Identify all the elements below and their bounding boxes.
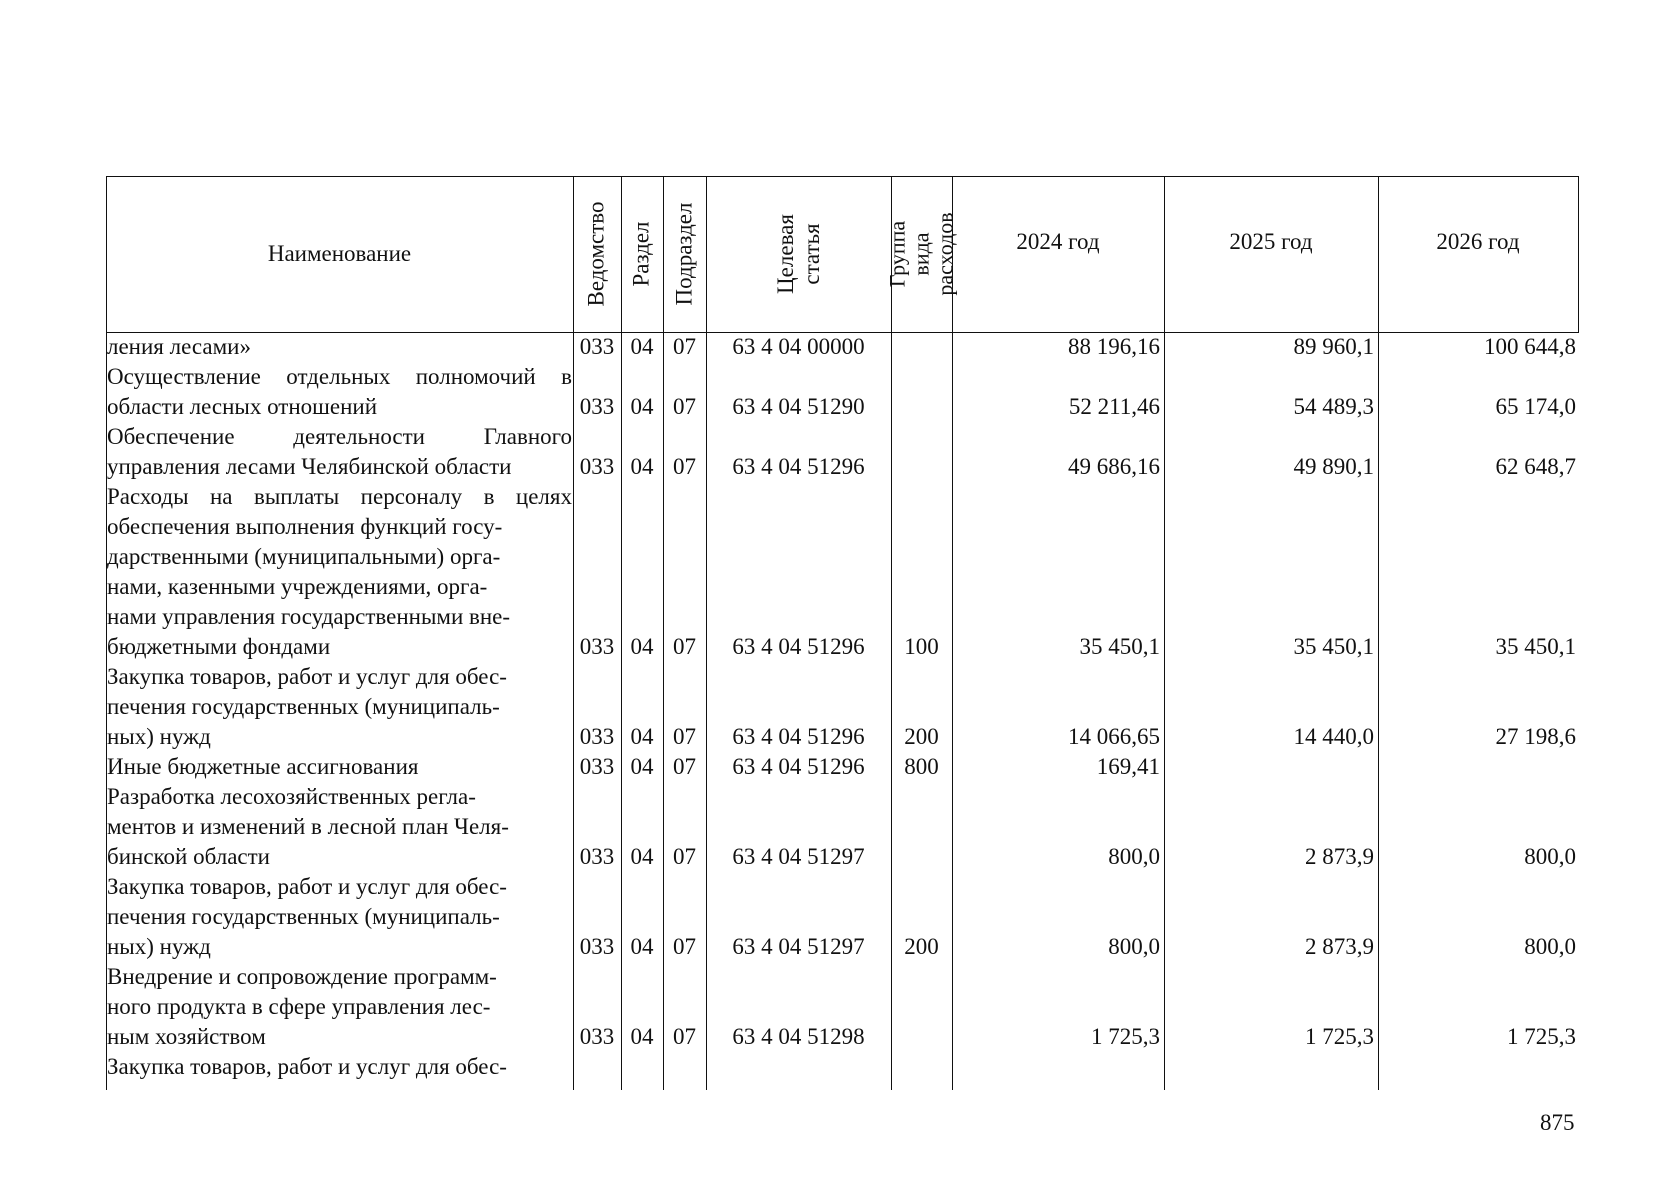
row-razdel: 04 — [630, 724, 654, 749]
row-tselevaya: 63 4 04 51296 — [732, 754, 865, 779]
header-tselevaya-text: Целевая статья — [772, 214, 824, 294]
row-value-2025: 1 725,3 — [1305, 1024, 1374, 1049]
row-razdel: 04 — [630, 334, 654, 359]
row-name-line: Иные бюджетные ассигнования — [107, 754, 419, 779]
row-name-line: области лесных отношений — [107, 394, 378, 419]
row-tselevaya: 63 4 04 51297 — [732, 844, 865, 869]
row-name-line: ления лесами» — [107, 334, 251, 359]
row-name-line: печения государственных (муниципаль- — [107, 694, 500, 719]
row-razdel: 04 — [630, 454, 654, 479]
row-value-2026: 800,0 — [1524, 844, 1576, 869]
header-vedomstvo-text: Ведомство — [584, 201, 609, 307]
row-tselevaya: 63 4 04 51296 — [732, 454, 865, 479]
header-gruppa-text: Группа вида расходов — [884, 212, 958, 296]
row-razdel: 04 — [630, 634, 654, 659]
table-row — [106, 962, 1579, 1052]
row-name — [107, 1052, 572, 1082]
row-podrazdel: 07 — [673, 844, 696, 869]
row-name-line: нами управления государственными вне- — [107, 604, 511, 629]
row-value-2024: 800,0 — [1108, 844, 1160, 869]
row-name-line: Закупка товаров, работ и услуг для обес- — [107, 664, 507, 689]
row-podrazdel: 07 — [673, 724, 696, 749]
row-vedomstvo: 033 — [579, 934, 615, 959]
header-2026: 2026 год — [1436, 229, 1520, 254]
table-row — [106, 1052, 1579, 1082]
table-row — [106, 422, 1579, 482]
row-value-2025: 89 960,1 — [1293, 334, 1374, 359]
row-name-line: бюджетными фондами — [107, 634, 331, 659]
header-tselevaya — [706, 176, 891, 332]
row-razdel: 04 — [630, 754, 654, 779]
row-value-2026: 27 198,6 — [1495, 724, 1576, 749]
row-podrazdel: 07 — [673, 454, 696, 479]
row-name-line: ментов и изменений в лесной план Челя- — [107, 814, 509, 839]
row-name-line: обеспечения выполнения функций госу- — [107, 514, 503, 539]
row-tselevaya: 63 4 04 51298 — [732, 1024, 865, 1049]
row-vedomstvo: 033 — [579, 454, 615, 479]
row-value-2025: 35 450,1 — [1293, 634, 1374, 659]
row-value-2026: 800,0 — [1524, 934, 1576, 959]
row-gruppa: 200 — [904, 724, 939, 749]
header-razdel — [621, 176, 663, 332]
row-value-2025: 14 440,0 — [1293, 724, 1374, 749]
header-2024: 2024 год — [1016, 229, 1100, 254]
row-vedomstvo: 033 — [579, 394, 615, 419]
header-2025: 2025 год — [1229, 229, 1313, 254]
row-name-line: Разработка лесохозяйственных регла- — [107, 784, 476, 809]
row-value-2026: 35 450,1 — [1495, 634, 1576, 659]
row-value-2026: 65 174,0 — [1495, 394, 1576, 419]
row-value-2026: 100 644,8 — [1484, 334, 1576, 359]
row-name-line: печения государственных (муниципаль- — [107, 904, 500, 929]
row-name-line: Обеспечение деятельности Главного — [107, 424, 572, 449]
row-vedomstvo: 033 — [579, 634, 615, 659]
row-name-line: бинской области — [107, 844, 270, 869]
row-value-2024: 35 450,1 — [1079, 634, 1160, 659]
row-name-line: Закупка товаров, работ и услуг для обес- — [107, 874, 507, 899]
budget-table — [106, 176, 1579, 1090]
row-value-2025: 54 489,3 — [1293, 394, 1374, 419]
row-tselevaya: 63 4 04 51296 — [732, 724, 865, 749]
row-tselevaya: 63 4 04 51290 — [732, 394, 865, 419]
row-name-line: нами, казенными учреждениями, орга- — [107, 574, 488, 599]
row-podrazdel: 07 — [673, 754, 696, 779]
row-podrazdel: 07 — [673, 634, 696, 659]
row-value-2024: 49 686,16 — [1068, 454, 1160, 479]
table-row — [106, 482, 1579, 662]
row-value-2024: 52 211,46 — [1068, 394, 1160, 419]
row-name — [107, 362, 572, 422]
row-vedomstvo: 033 — [579, 1024, 615, 1049]
row-name — [107, 782, 572, 872]
row-value-2025: 2 873,9 — [1305, 844, 1374, 869]
page-number: 875 — [1540, 1110, 1575, 1135]
row-value-2024: 88 196,16 — [1068, 334, 1160, 359]
table-row — [106, 752, 1579, 782]
row-name — [107, 332, 572, 362]
row-vedomstvo: 033 — [579, 754, 615, 779]
row-tselevaya: 63 4 04 51296 — [732, 634, 865, 659]
row-podrazdel: 07 — [673, 394, 696, 419]
row-vedomstvo: 033 — [579, 334, 615, 359]
row-value-2024: 169,41 — [1096, 754, 1160, 779]
table-row — [106, 332, 1579, 362]
row-name-line: ных) нужд — [107, 724, 211, 749]
header-podrazdel — [663, 176, 706, 332]
row-tselevaya: 63 4 04 00000 — [732, 334, 865, 359]
table-row — [106, 782, 1579, 872]
row-name-line: Закупка товаров, работ и услуг для обес- — [107, 1054, 507, 1079]
row-name-line: дарственными (муниципальными) орга- — [107, 544, 501, 569]
row-name-line: Расходы на выплаты персоналу в целях — [107, 484, 572, 509]
row-gruppa: 100 — [904, 634, 939, 659]
row-vedomstvo: 033 — [579, 724, 615, 749]
row-name-line: ных) нужд — [107, 934, 211, 959]
row-value-2024: 1 725,3 — [1091, 1024, 1160, 1049]
row-name — [107, 422, 572, 482]
row-name-line: управления лесами Челябинской области — [107, 454, 512, 479]
row-razdel: 04 — [630, 844, 654, 869]
row-podrazdel: 07 — [673, 934, 696, 959]
header-razdel-text: Раздел — [629, 221, 654, 287]
header-podrazdel-text: Подраздел — [671, 202, 697, 306]
row-value-2024: 800,0 — [1108, 934, 1160, 959]
header-name: Наименование — [267, 241, 412, 266]
row-name-line: ного продукта в сфере управления лес- — [107, 994, 491, 1019]
row-name-line: Осуществление отдельных полномочий в — [107, 364, 572, 389]
row-name — [107, 752, 572, 782]
header-gruppa — [884, 176, 958, 332]
row-vedomstvo: 033 — [579, 844, 615, 869]
table-row — [106, 662, 1579, 752]
row-name — [107, 962, 572, 1052]
row-name — [107, 872, 572, 962]
row-value-2026: 1 725,3 — [1507, 1024, 1576, 1049]
table-row — [106, 362, 1579, 422]
row-razdel: 04 — [630, 934, 654, 959]
row-gruppa: 800 — [904, 754, 939, 779]
row-name — [107, 482, 572, 662]
row-razdel: 04 — [630, 1024, 654, 1049]
row-value-2025: 2 873,9 — [1305, 934, 1374, 959]
row-tselevaya: 63 4 04 51297 — [732, 934, 865, 959]
row-name — [107, 662, 572, 752]
col-border — [1578, 176, 1579, 332]
header-vedomstvo — [573, 176, 621, 332]
row-podrazdel: 07 — [673, 1024, 696, 1049]
row-value-2026: 62 648,7 — [1495, 454, 1576, 479]
row-name-line: Внедрение и сопровождение программ- — [107, 964, 497, 989]
row-value-2024: 14 066,65 — [1068, 724, 1160, 749]
table-row — [106, 872, 1579, 962]
row-podrazdel: 07 — [673, 334, 696, 359]
row-razdel: 04 — [630, 394, 654, 419]
row-value-2025: 49 890,1 — [1293, 454, 1374, 479]
row-gruppa: 200 — [904, 934, 939, 959]
row-name-line: ным хозяйством — [107, 1024, 266, 1049]
